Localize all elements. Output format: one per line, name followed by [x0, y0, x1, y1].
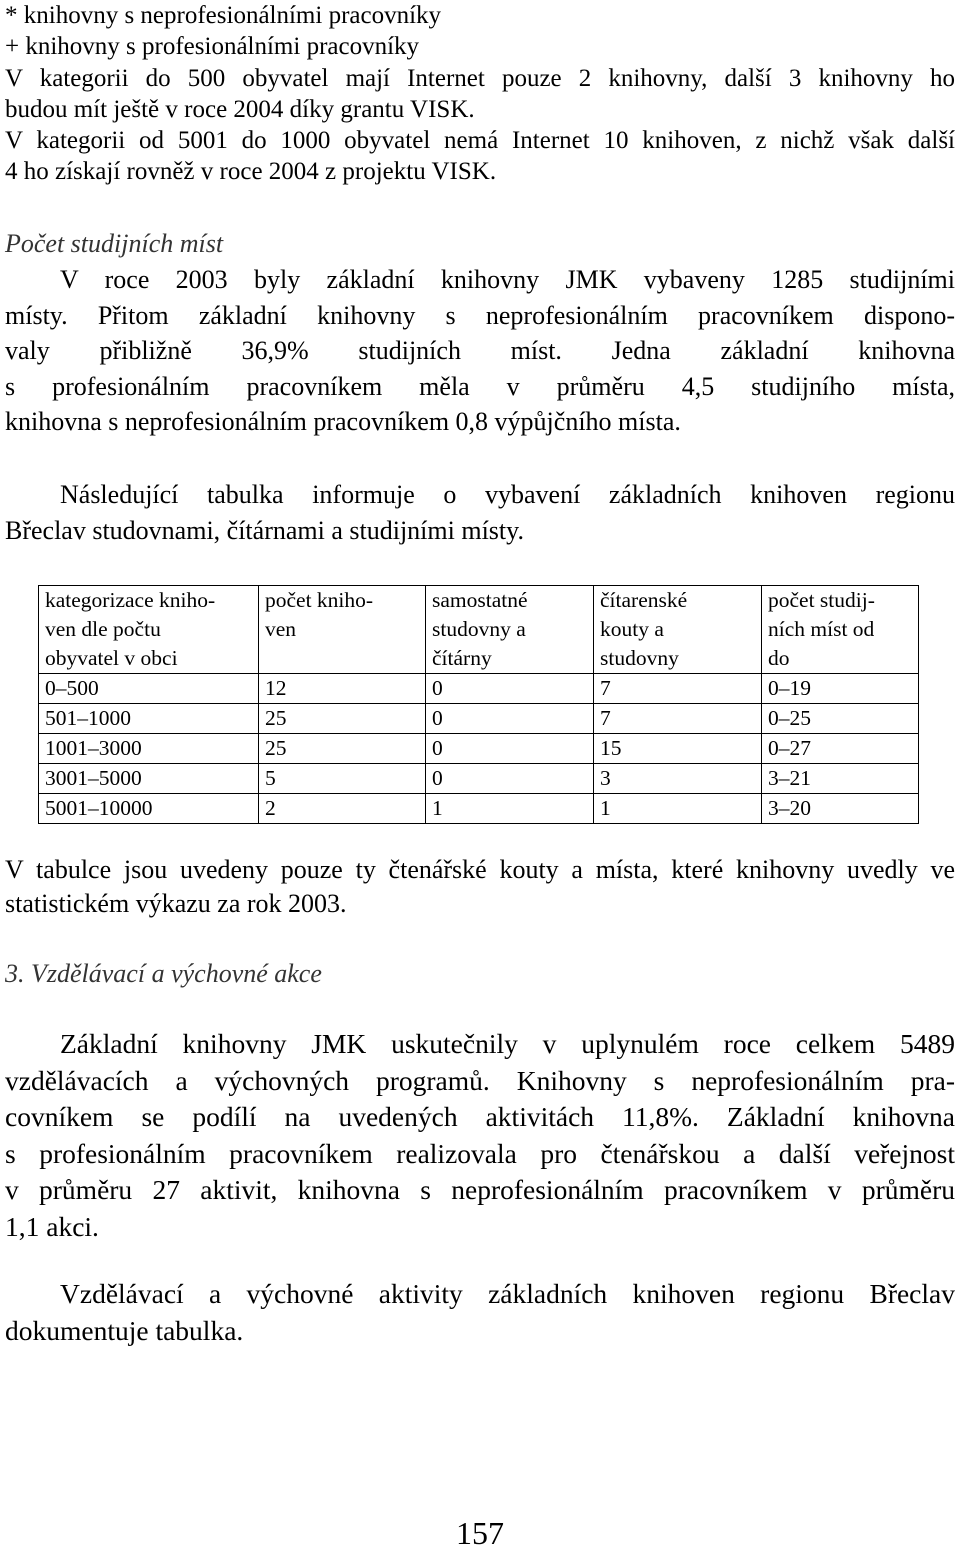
header-line: obyvatel v obci — [45, 646, 178, 670]
section-heading-text: Počet studijních míst — [5, 229, 224, 258]
table-cell: 15 — [594, 734, 762, 764]
header-line: studovny — [600, 646, 679, 670]
table-cell: 1 — [426, 794, 594, 824]
education-paragraph-2 — [5, 1276, 955, 1349]
header-study-seats-range — [762, 586, 919, 674]
header-study-rooms — [426, 586, 594, 674]
table-cell: 3–20 — [762, 794, 919, 824]
education-paragraph-1 — [5, 1026, 955, 1245]
table-cell: 0–27 — [762, 734, 919, 764]
table-row — [39, 794, 919, 824]
header-line: kategorizace kniho- — [45, 588, 216, 612]
table-cell: 5001–10000 — [39, 794, 259, 824]
table-cell: 7 — [594, 704, 762, 734]
intro-notes — [5, 0, 955, 188]
paragraph-line: s profesionálním pracovníkem realizovala pro čtenářskou a další veřejnost — [5, 1137, 955, 1169]
paragraph-line: místy. Přitom základní knihovny s neprofesionálním pracovníkem dispono- — [5, 300, 955, 330]
paragraph-line: V roce 2003 byly základní knihovny JMK vybaveny 1285 studijními — [60, 265, 955, 294]
section-heading-text: 3. Vzdělávací a výchovné akce — [5, 959, 322, 988]
table-cell: 25 — [259, 734, 426, 764]
section-heading-study-places — [5, 226, 955, 262]
intro-line: budou mít ještě v roce 2004 díky grantu VISK. — [5, 95, 475, 123]
study-paragraph-2 — [5, 477, 955, 548]
intro-line: 4 ho získají rovněž v roce 2004 z projektu VISK. — [5, 158, 497, 186]
paragraph-line: Základní knihovny JMK uskutečnily v uplynulém roce celkem 5489 — [60, 1028, 955, 1059]
page-number: 157 — [456, 1515, 504, 1551]
paragraph-line: v průměru 27 aktivit, knihovna s neprofesionálním pracovníkem v průměru — [5, 1174, 955, 1205]
paragraph-line: Břeclav studovnami, čítárnami a studijními místy. — [5, 515, 524, 545]
header-line: čítárny — [432, 646, 492, 670]
table-cell: 0–500 — [39, 674, 259, 704]
header-reading-corners — [594, 586, 762, 674]
table-cell: 3–21 — [762, 764, 919, 794]
paragraph-line: 1,1 akci. — [5, 1210, 99, 1242]
study-places-table — [38, 585, 919, 824]
header-line: samostatné — [432, 588, 528, 612]
paragraph-line: V tabulce jsou uvedeny pouze ty čtenářské kouty a místa, které knihovny uvedly ve — [5, 855, 955, 884]
table-cell: 501–1000 — [39, 704, 259, 734]
paragraph-line: covníkem se podílí na uvedených aktivitách 11,8%. Základní knihovna — [5, 1101, 955, 1132]
table-cell: 3001–5000 — [39, 764, 259, 794]
table-cell: 1001–3000 — [39, 734, 259, 764]
paragraph-line: dokumentuje tabulka. — [5, 1314, 244, 1346]
table-cell: 25 — [259, 704, 426, 734]
table-cell: 5 — [259, 764, 426, 794]
table-row — [39, 674, 919, 704]
footnote-plus: + knihovny s profesionálními pracovníky — [5, 33, 420, 61]
intro-line: V kategorii do 500 obyvatel mají Internet pouze 2 knihovny, další 3 knihovny ho — [5, 64, 955, 92]
table-cell: 0–19 — [762, 674, 919, 704]
header-line: počet kniho- — [265, 588, 374, 612]
header-line: čítarenské — [600, 588, 688, 612]
paragraph-line: vzdělávacích a výchovných programů. Knihovny s neprofesionálním pra- — [5, 1064, 955, 1096]
section-heading-education — [5, 956, 955, 992]
header-line: do — [768, 646, 790, 670]
table-cell: 12 — [259, 674, 426, 704]
table-row — [39, 764, 919, 794]
table-cell: 0 — [426, 674, 594, 704]
paragraph-line: Následující tabulka informuje o vybavení základních knihoven regionu — [60, 480, 955, 509]
header-line: ven — [265, 617, 297, 641]
table-cell: 3 — [594, 764, 762, 794]
table-row — [39, 704, 919, 734]
table-header-row — [39, 586, 919, 674]
intro-line: V kategorii od 5001 do 1000 obyvatel nemá Internet 10 knihoven, z nichž však další — [5, 127, 955, 155]
header-library-count — [259, 586, 426, 674]
header-line: kouty a — [600, 617, 664, 641]
study-paragraph-1 — [5, 262, 955, 440]
paragraph-line: s profesionálním pracovníkem měla v průměru 4,5 studijního místa, — [5, 371, 955, 401]
table-cell: 0 — [426, 734, 594, 764]
paragraph-line: Vzdělávací a výchovné aktivity základních knihoven regionu Břeclav — [60, 1278, 955, 1309]
table-note — [5, 853, 955, 921]
header-line: studovny a — [432, 617, 526, 641]
table-cell: 2 — [259, 794, 426, 824]
header-line: ven dle počtu — [45, 617, 161, 641]
table-cell: 0 — [426, 704, 594, 734]
table-cell: 1 — [594, 794, 762, 824]
table-cell: 0 — [426, 764, 594, 794]
footnote-asterisk: * knihovny s neprofesionálními pracovníky — [5, 2, 442, 29]
table-row — [39, 734, 919, 764]
header-line: počet studij- — [768, 588, 875, 612]
header-population-category — [39, 586, 259, 674]
header-line: ních míst od — [768, 617, 875, 641]
paragraph-line: valy přibližně 36,9% studijních míst. Jedna základní knihovna — [5, 336, 955, 365]
table-cell: 7 — [594, 674, 762, 704]
paragraph-line: knihovna s neprofesionálním pracovníkem 0,8 výpůjčního místa. — [5, 407, 681, 436]
paragraph-line: statistickém výkazu za rok 2003. — [5, 889, 347, 918]
table-cell: 0–25 — [762, 704, 919, 734]
